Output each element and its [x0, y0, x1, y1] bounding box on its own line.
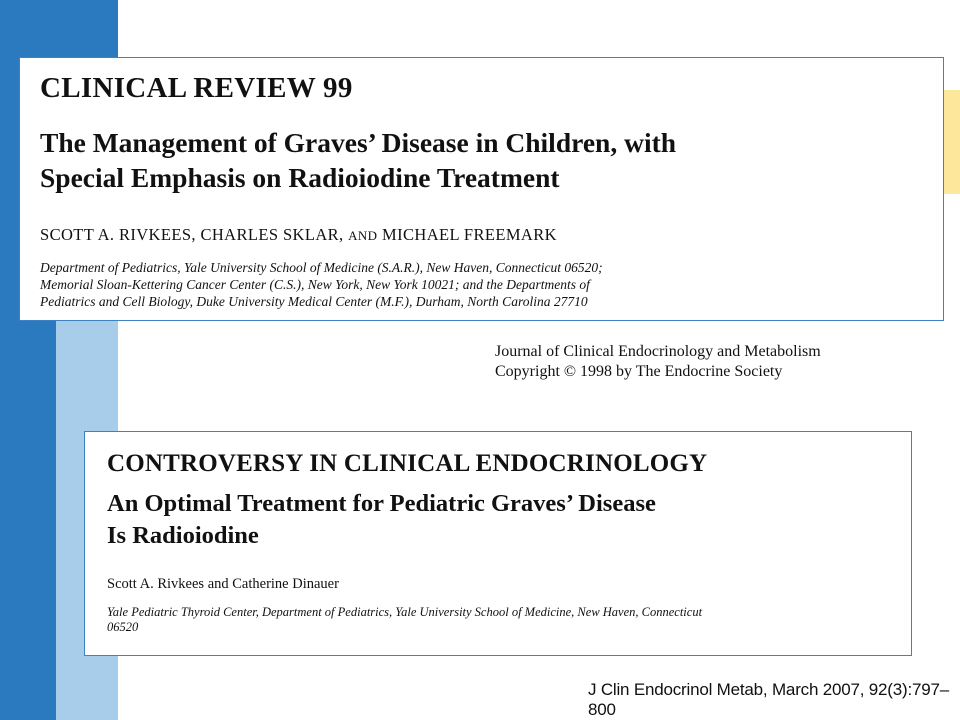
article-title-line-1: The Management of Graves’ Disease in Children, with [40, 127, 677, 158]
journal-copyright: Copyright © 1998 by The Endocrine Society [495, 363, 783, 380]
affiliation-line-1: Department of Pediatrics, Yale University School of Medicine (S.A.R.), New Haven, Connecticut 06520; [40, 260, 603, 275]
clinical-review-excerpt [19, 57, 944, 321]
article-title [107, 488, 889, 552]
section-heading: CONTROVERSY IN CLINICAL ENDOCRINOLOGY [107, 450, 708, 477]
controversy-excerpt [84, 431, 912, 656]
article-title-line-2: Special Emphasis on Radioiodine Treatment [40, 162, 560, 193]
journal-info [495, 342, 821, 382]
article-title-line-1: An Optimal Treatment for Pediatric Graves’ Disease [107, 490, 656, 517]
article-authors [40, 225, 923, 245]
article-title-line-2: Is Radioiodine [107, 522, 259, 549]
authors-part-2: MICHAEL FREEMARK [382, 225, 557, 244]
article-affiliations [40, 259, 923, 310]
yellow-accent-tab [944, 90, 960, 194]
authors-and: AND [348, 228, 378, 243]
article-title [40, 125, 923, 195]
article-authors: Scott A. Rivkees and Catherine Dinauer [107, 576, 339, 592]
citation: J Clin Endocrinol Metab, March 2007, 92(3):797–800 [588, 680, 950, 719]
affiliation-line-2: Memorial Sloan-Kettering Cancer Center (C.S.), New York, New York 10021; and the Departments of [40, 277, 590, 292]
affiliation-line-1: Yale Pediatric Thyroid Center, Department of Pediatrics, Yale University School of Medicine, New Haven, Connecticut [107, 605, 703, 619]
authors-part-1: SCOTT A. RIVKEES, CHARLES SKLAR, [40, 225, 344, 244]
article-affiliations [107, 605, 889, 635]
affiliation-line-3: Pediatrics and Cell Biology, Duke University Medical Center (M.F.), Durham, North Carolina 27710 [40, 294, 588, 309]
journal-name: Journal of Clinical Endocrinology and Metabolism [495, 343, 821, 360]
section-heading: CLINICAL REVIEW 99 [40, 72, 353, 104]
affiliation-line-2: 06520 [107, 620, 139, 634]
